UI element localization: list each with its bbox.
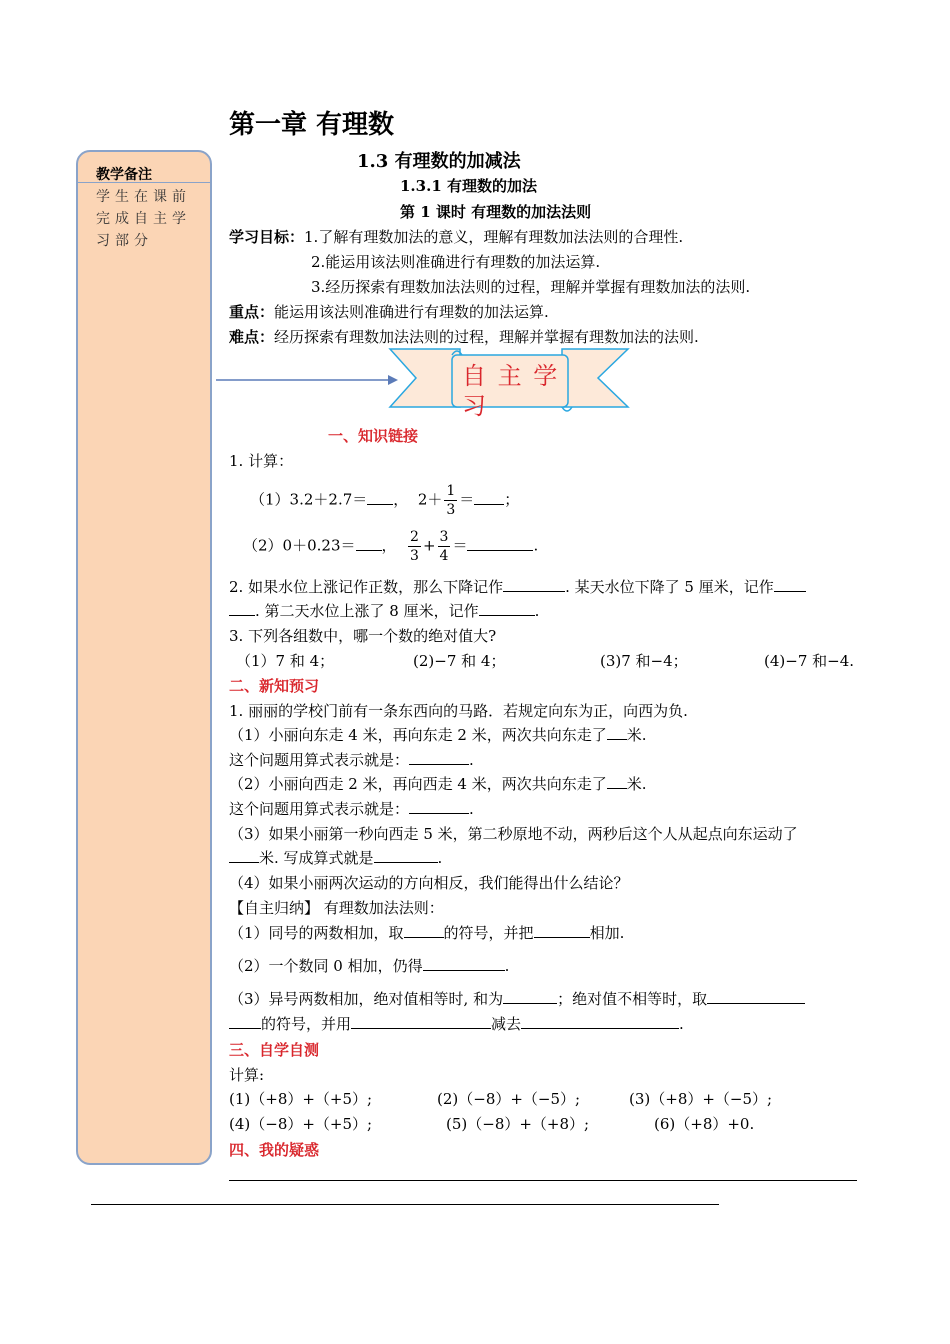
fraction bbox=[444, 482, 457, 519]
fraction bbox=[408, 528, 421, 565]
answer-line bbox=[229, 1180, 857, 1181]
s2-p4 bbox=[229, 774, 647, 794]
fraction-den: 4 bbox=[439, 548, 449, 564]
s1-q2-line2: . 第二天水位上涨了 8 厘米，记作 . bbox=[229, 601, 539, 621]
answer-blank bbox=[503, 577, 565, 592]
fraction bbox=[438, 528, 451, 565]
fraction-den: 3 bbox=[446, 502, 456, 518]
s1-q1-line1: （1）3.2＋2.7＝ ， 2＋ $\frac{1}{3}$ ＝ ； bbox=[250, 483, 520, 518]
answer-blank bbox=[479, 601, 535, 616]
s2-text: 这个问题用算式表示就是： bbox=[229, 751, 410, 769]
answer-blank bbox=[521, 1014, 679, 1029]
answer-blank bbox=[404, 923, 444, 938]
s2-p1: 1. 丽丽的学校门前有一条东西向的马路．若规定向东为正，向西为负. bbox=[229, 702, 688, 720]
answer-line bbox=[91, 1204, 719, 1205]
s1-q1-line2: （2）0＋0.23＝ ， $\frac{2}{3}$ + $\frac{3}{4}$ ＝ . bbox=[243, 529, 539, 564]
s2-text: 的符号，并用 bbox=[261, 1015, 352, 1033]
answer-blank bbox=[367, 490, 393, 505]
answer-blank bbox=[229, 601, 255, 616]
difficulty bbox=[229, 327, 699, 347]
key-point-label: 重点： bbox=[229, 303, 275, 321]
s1-q3-option: (3)7 和−4； bbox=[600, 652, 688, 670]
answer-blank bbox=[374, 848, 438, 863]
chapter-title: 第一章 有理数 bbox=[229, 110, 395, 140]
answer-blank bbox=[467, 536, 533, 551]
s1-q3: 3. 下列各组数中，哪一个数的绝对值大? bbox=[229, 627, 497, 645]
answer-blank bbox=[409, 750, 469, 765]
section-1-heading: 一、知识链接 bbox=[328, 427, 419, 445]
lesson-title: 第 1 课时 有理数的加法法则 bbox=[400, 203, 592, 221]
s2-p7: 米. 写成算式就是 . bbox=[229, 848, 442, 868]
s2-text: ；绝对值不相等时，取 bbox=[557, 990, 708, 1008]
banner-left-tail bbox=[390, 349, 460, 407]
s2-p2 bbox=[229, 725, 647, 745]
s2-rule-2: （2）一个数同 0 相加，仍得 . bbox=[229, 957, 510, 975]
s2-p8: （4）如果小丽两次运动的方向相反，我们能得出什么结论？ bbox=[229, 874, 629, 892]
s1-q1-1a: （1）3.2＋2.7＝ bbox=[250, 490, 368, 509]
s2-text: （3）异号两数相加，绝对值相等时, 和为 bbox=[229, 990, 504, 1008]
s2-rule-1 bbox=[229, 923, 624, 943]
s1-q3-option: （1）7 和 4； bbox=[236, 652, 335, 670]
subsection-title: 1.3.1 有理数的加法 bbox=[400, 177, 537, 195]
s3-intro: 计算: bbox=[229, 1066, 265, 1084]
s1-q2-text: . 第二天水位上涨了 8 厘米，记作 bbox=[255, 602, 479, 620]
s3-item: (5)（−8）+（+8）; bbox=[446, 1115, 590, 1133]
arrow-head-icon bbox=[388, 375, 398, 385]
objectives-row-1 bbox=[229, 227, 683, 247]
sidebar-title: 教学备注 bbox=[96, 167, 152, 183]
s2-rule-4: 的符号，并用 减去 . bbox=[229, 1014, 684, 1034]
s2-p9: 【自主归纳】 有理数加法法则： bbox=[229, 899, 444, 917]
section-2-heading: 二、新知预习 bbox=[229, 677, 320, 695]
s1-q3-option: (2)−7 和 4； bbox=[413, 652, 506, 670]
sidebar-divider bbox=[78, 182, 210, 183]
s2-text: 这个问题用算式表示就是： bbox=[229, 800, 410, 818]
s1-q2-text: 2. 如果水位上涨记作正数，那么下降记作 bbox=[229, 578, 504, 596]
answer-blank bbox=[351, 1014, 491, 1029]
s2-text: （1）小丽向东走 4 米，再向东走 2 米，两次共向东走了 bbox=[229, 726, 607, 744]
s1-q1: 1. 计算： bbox=[229, 452, 294, 470]
difficulty-label: 难点： bbox=[229, 328, 275, 346]
s2-text: （1）同号的两数相加，取 bbox=[229, 924, 404, 942]
s3-item: (2)（−8）+（−5）; bbox=[437, 1090, 581, 1108]
answer-blank bbox=[607, 725, 627, 740]
s2-text: 相加. bbox=[589, 924, 625, 942]
objective-item: 2.能运用该法则准确进行有理数的加法运算. bbox=[311, 253, 601, 271]
s2-text: 减去 bbox=[491, 1015, 522, 1033]
s2-text: 米. bbox=[626, 726, 647, 744]
s1-q1-2a: （2）0＋0.23＝ bbox=[243, 536, 356, 555]
s2-p3: 这个问题用算式表示就是： . bbox=[229, 751, 474, 769]
s3-item: (1)（+8）+（+5）; bbox=[229, 1090, 373, 1108]
s2-p5: 这个问题用算式表示就是： . bbox=[229, 800, 474, 818]
objectives-label: 学习目标： bbox=[229, 228, 305, 246]
fraction-num: 2 bbox=[410, 529, 419, 545]
answer-blank bbox=[229, 848, 259, 863]
s2-text: 米. 写成算式就是 bbox=[259, 849, 374, 867]
s3-item: (4)（−8）+（+5）; bbox=[229, 1115, 373, 1133]
s2-p6: （3）如果小丽第一秒向西走 5 米，第二秒原地不动，两秒后这个人从起点向东运动了 bbox=[229, 825, 798, 843]
s2-text: （2）一个数同 0 相加，仍得 bbox=[229, 957, 423, 975]
banner-right-tail bbox=[562, 349, 628, 407]
key-point-text: 能运用该法则准确进行有理数的加法运算. bbox=[274, 303, 549, 321]
answer-blank bbox=[607, 774, 627, 789]
answer-blank bbox=[707, 989, 805, 1004]
banner-graphic bbox=[212, 345, 632, 420]
s2-text: 米. bbox=[626, 775, 647, 793]
s3-item: (6)（+8）+0. bbox=[654, 1115, 755, 1133]
fraction-num: 1 bbox=[446, 483, 456, 499]
answer-blank bbox=[409, 799, 469, 814]
answer-blank bbox=[503, 989, 557, 1004]
s2-rule-3 bbox=[229, 989, 805, 1009]
s1-q1-1b: 2＋ bbox=[417, 490, 443, 509]
s1-q3-option: (4)−7 和−4. bbox=[764, 652, 855, 670]
fraction-den: 3 bbox=[410, 548, 419, 564]
answer-blank bbox=[534, 923, 590, 938]
sidebar-note: 学生在课前完成自主学习部分 bbox=[96, 189, 191, 249]
s1-q2-line1 bbox=[229, 577, 806, 597]
s3-item: (3)（+8）+（−5）; bbox=[629, 1090, 773, 1108]
s1-q2-text: . 某天水位下降了 5 厘米，记作 bbox=[565, 578, 774, 596]
key-point bbox=[229, 302, 549, 322]
section-4-heading: 四、我的疑惑 bbox=[229, 1141, 320, 1159]
answer-blank bbox=[356, 536, 382, 551]
s2-text: （2）小丽向西走 2 米，再向西走 4 米，两次共向东走了 bbox=[229, 775, 607, 793]
answer-blank bbox=[423, 956, 505, 971]
objective-item: 1.了解有理数加法的意义，理解有理数加法法则的合理性. bbox=[304, 228, 684, 246]
answer-blank bbox=[229, 1014, 261, 1029]
section-title: 1.3 有理数的加减法 bbox=[357, 151, 521, 172]
objective-item: 3.经历探索有理数加法法则的过程，理解并掌握有理数加法的法则. bbox=[311, 278, 751, 296]
s2-text: 的符号，并把 bbox=[443, 924, 534, 942]
fraction-num: 3 bbox=[439, 529, 449, 545]
banner-text: 自 主 学 习 bbox=[462, 362, 560, 420]
answer-blank bbox=[774, 577, 806, 592]
teaching-notes-sidebar bbox=[76, 150, 212, 1165]
section-3-heading: 三、自学自测 bbox=[229, 1041, 320, 1059]
answer-blank bbox=[474, 490, 504, 505]
difficulty-text: 经历探索有理数加法法则的过程，理解并掌握有理数加法的法则. bbox=[274, 328, 699, 346]
